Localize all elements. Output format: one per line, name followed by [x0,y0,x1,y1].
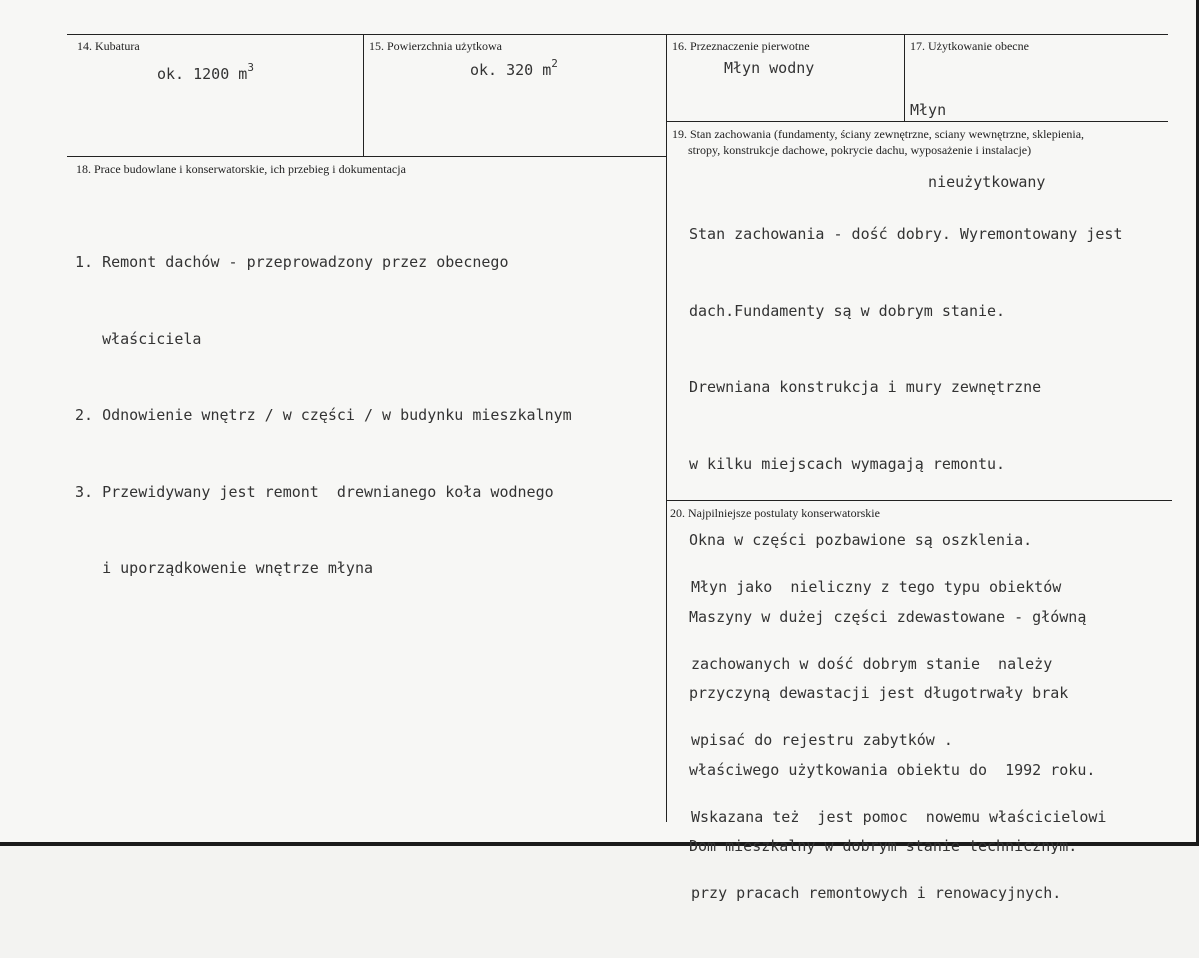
field-15-label: 15. Powierzchnia użytkowa [369,39,502,53]
stan-line-2: dach.Fundamenty są w dobrym stanie. [689,301,1006,320]
field-20-value [691,524,1106,958]
field-14-value [157,62,254,88]
stan-line-9: Dom mieszkalny w dobrym stanie technicznym. [689,837,1078,855]
powierzchnia-value: ok. 320 m [470,61,552,79]
postulaty-line-3: wpisać do rejestru zabytków . [691,731,953,749]
powierzchnia-exponent: 2 [551,57,558,70]
field-17-label: 17. Użytkowanie obecne [910,39,1029,53]
stan-line-4: w kilku miejscach wymagają remontu. [689,454,1006,473]
rule-under-fields-14-15 [67,156,666,157]
field-19-label-line-2: stropy, konstrukcje dachowe, pokrycie dachu, wyposażenie i instalacje) [688,143,1032,157]
postulaty-line-4: Wskazana też jest pomoc nowemu właścicielowi [691,807,1107,826]
postulaty-line-5: przy pracach remontowych i renowacyjnych. [691,884,1062,902]
postulaty-line-1: Młyn jako nieliczny z tego typu obiektów [691,578,1062,596]
kubatura-value: ok. 1200 m [157,65,248,83]
stan-line-3: Drewniana konstrukcja i mury zewnętrzne [689,378,1042,396]
prace-line-2: właściciela [75,329,202,348]
prace-line-4: 3. Przewidywany jest remont drewnianego koła wodnego [75,482,554,501]
stan-line-1: Stan zachowania - dość dobry. Wyremontowany jest [689,225,1123,243]
field-19-label-line-1: 19. Stan zachowania (fundamenty, ściany zewnętrzne, sciany wewnętrzne, sklepienia, [672,127,1085,141]
field-18-value [75,199,572,633]
divider-14-15 [363,34,364,156]
stan-line-7: przyczyną dewastacji jest długotrwały brak [689,684,1069,702]
postulaty-line-2: zachowanych w dość dobrym stanie należy [691,654,1053,673]
stan-line-8: właściwego użytkowania obiektu do 1992 roku. [689,760,1096,779]
field-16-label: 16. Przeznaczenie pierwotne [672,39,810,53]
field-20-label: 20. Najpilniejsze postulaty konserwatorskie [670,506,880,520]
prace-line-3: 2. Odnowienie wnętrz / w części / w budynku mieszkalnym [75,406,572,424]
field-16-value: Młyn wodny [724,59,815,77]
uzytkowanie-line-1: Młyn [910,101,947,119]
kubatura-exponent: 3 [247,61,254,74]
stan-line-6: Maszyny w dużej części zdewastowane - główną [689,607,1087,626]
field-18-label: 18. Prace budowlane i konserwatorskie, ich przebieg i dokumentacja [76,162,406,176]
top-rule [67,34,1168,35]
field-14-label: 14. Kubatura [77,39,140,53]
divider-left-right [666,34,667,822]
stan-line-5: Okna w części pozbawione są oszklenia. [689,531,1033,549]
field-15-value [470,58,558,84]
divider-16-17 [904,34,905,121]
prace-line-1: 1. Remont dachów - przeprowadzony przez obecnego [75,253,509,271]
prace-line-5: i uporządkowenie wnętrze młyna [75,559,374,577]
uzytkowanie-line-2: nieużytkowany [910,173,1046,191]
